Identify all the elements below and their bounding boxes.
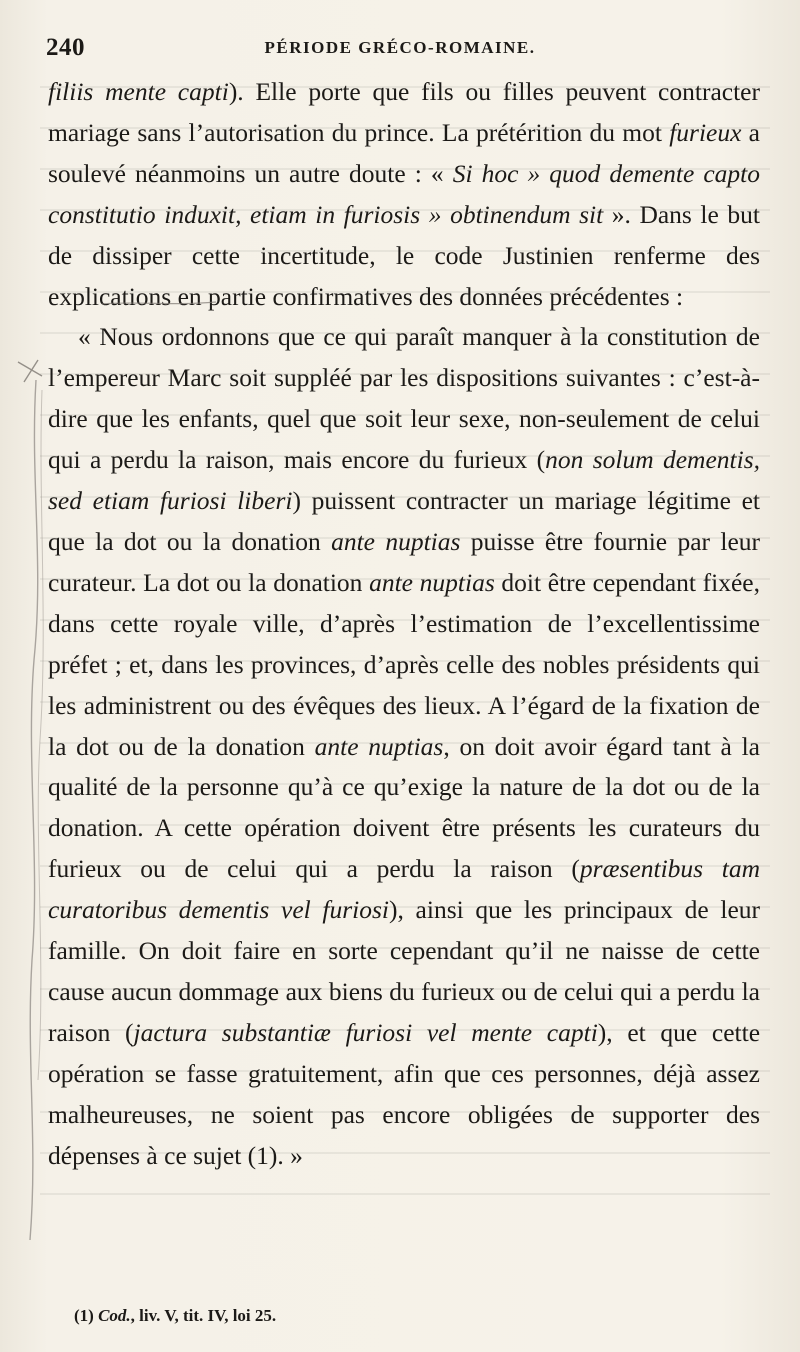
text-run: doit être cependant fixée, dans cette royale ville, d’après l’estimation de l’excellentissime préfet ; et, dans les provinces, d’après celle des nobles présidents qui les administrent ou des évêques des lieux. A l’égard de la fixation de la dot ou de la donation	[48, 567, 760, 761]
paragraph-2-quotation	[48, 317, 760, 1176]
text-run: ). Elle porte que fils ou filles peuvent contracter mariage sans l’autorisation du prince. La prétérition du mot	[48, 77, 760, 147]
footnote-reference: , liv. V, tit. IV, loi 25.	[130, 1306, 277, 1325]
main-text	[48, 72, 760, 1176]
text-run: ) puissent contracter un mariage légitime et que la dot ou la donation	[48, 486, 760, 556]
latin-phrase: ante nuptias	[331, 526, 461, 556]
latin-phrase: jactura substantiæ furiosi vel mente capti	[133, 1017, 598, 1047]
text-run: ». Dans le but de dissiper cette incertitude, le code Justinien renferme des explications en partie confirmatives des données précédentes :	[48, 199, 760, 311]
running-title: PÉRIODE GRÉCO-ROMAINE.	[264, 38, 536, 57]
latin-phrase: ante nuptias	[314, 731, 444, 761]
page-number: 240	[46, 34, 85, 61]
latin-phrase: ante nuptias	[369, 567, 495, 597]
emphasis-word: furieux	[669, 117, 742, 147]
text-run: ), ainsi que les principaux de leur famille. On doit faire en sorte cependant qu’il ne naisse de cette cause aucun dommage aux biens du furieux ou de celui qui a perdu la raison (	[48, 895, 761, 1047]
latin-phrase: non solum dementis, sed etiam furiosi liberi	[48, 445, 760, 516]
text-run: a soulevé néanmoins un autre doute : «	[48, 117, 760, 188]
latin-quote: Si hoc » quod demente capto constitutio induxit, etiam in furiosis » obtinendum sit	[48, 158, 761, 229]
text-run: puisse être fournie par leur curateur. La dot ou la donation	[48, 526, 761, 597]
footnote-source: Cod.	[98, 1306, 131, 1325]
footnote	[74, 1306, 276, 1326]
text-run: « Nous ordonnons que ce qui paraît manquer à la constitution de l’empereur Marc soit suppléé par les dispositions suivantes : c’est-à-dire que les enfants, quel que soit leur sexe, non-seulement de celui qui a perdu la raison, mais encore du furieux (	[48, 322, 760, 475]
paragraph-1	[48, 72, 760, 317]
running-header	[46, 34, 754, 61]
text-run: ), et que cette opération se fasse gratuitement, afin que ces personnes, déjà assez malheureuses, ne soient pas encore obligées de supporter des dépenses à ce sujet (1). »	[48, 1017, 761, 1170]
text-run: , on doit avoir égard tant à la qualité de la personne qu’à ce qu’exige la nature de la dot ou de la donation. A cette opération doivent être présents les curateurs du furieux ou de celui qui a perdu la raison (	[48, 731, 761, 884]
latin-phrase: præsentibus tam curatoribus dementis vel furiosi	[48, 854, 760, 925]
latin-phrase: filiis mente capti	[48, 77, 229, 106]
footnote-marker: (1)	[74, 1306, 94, 1325]
